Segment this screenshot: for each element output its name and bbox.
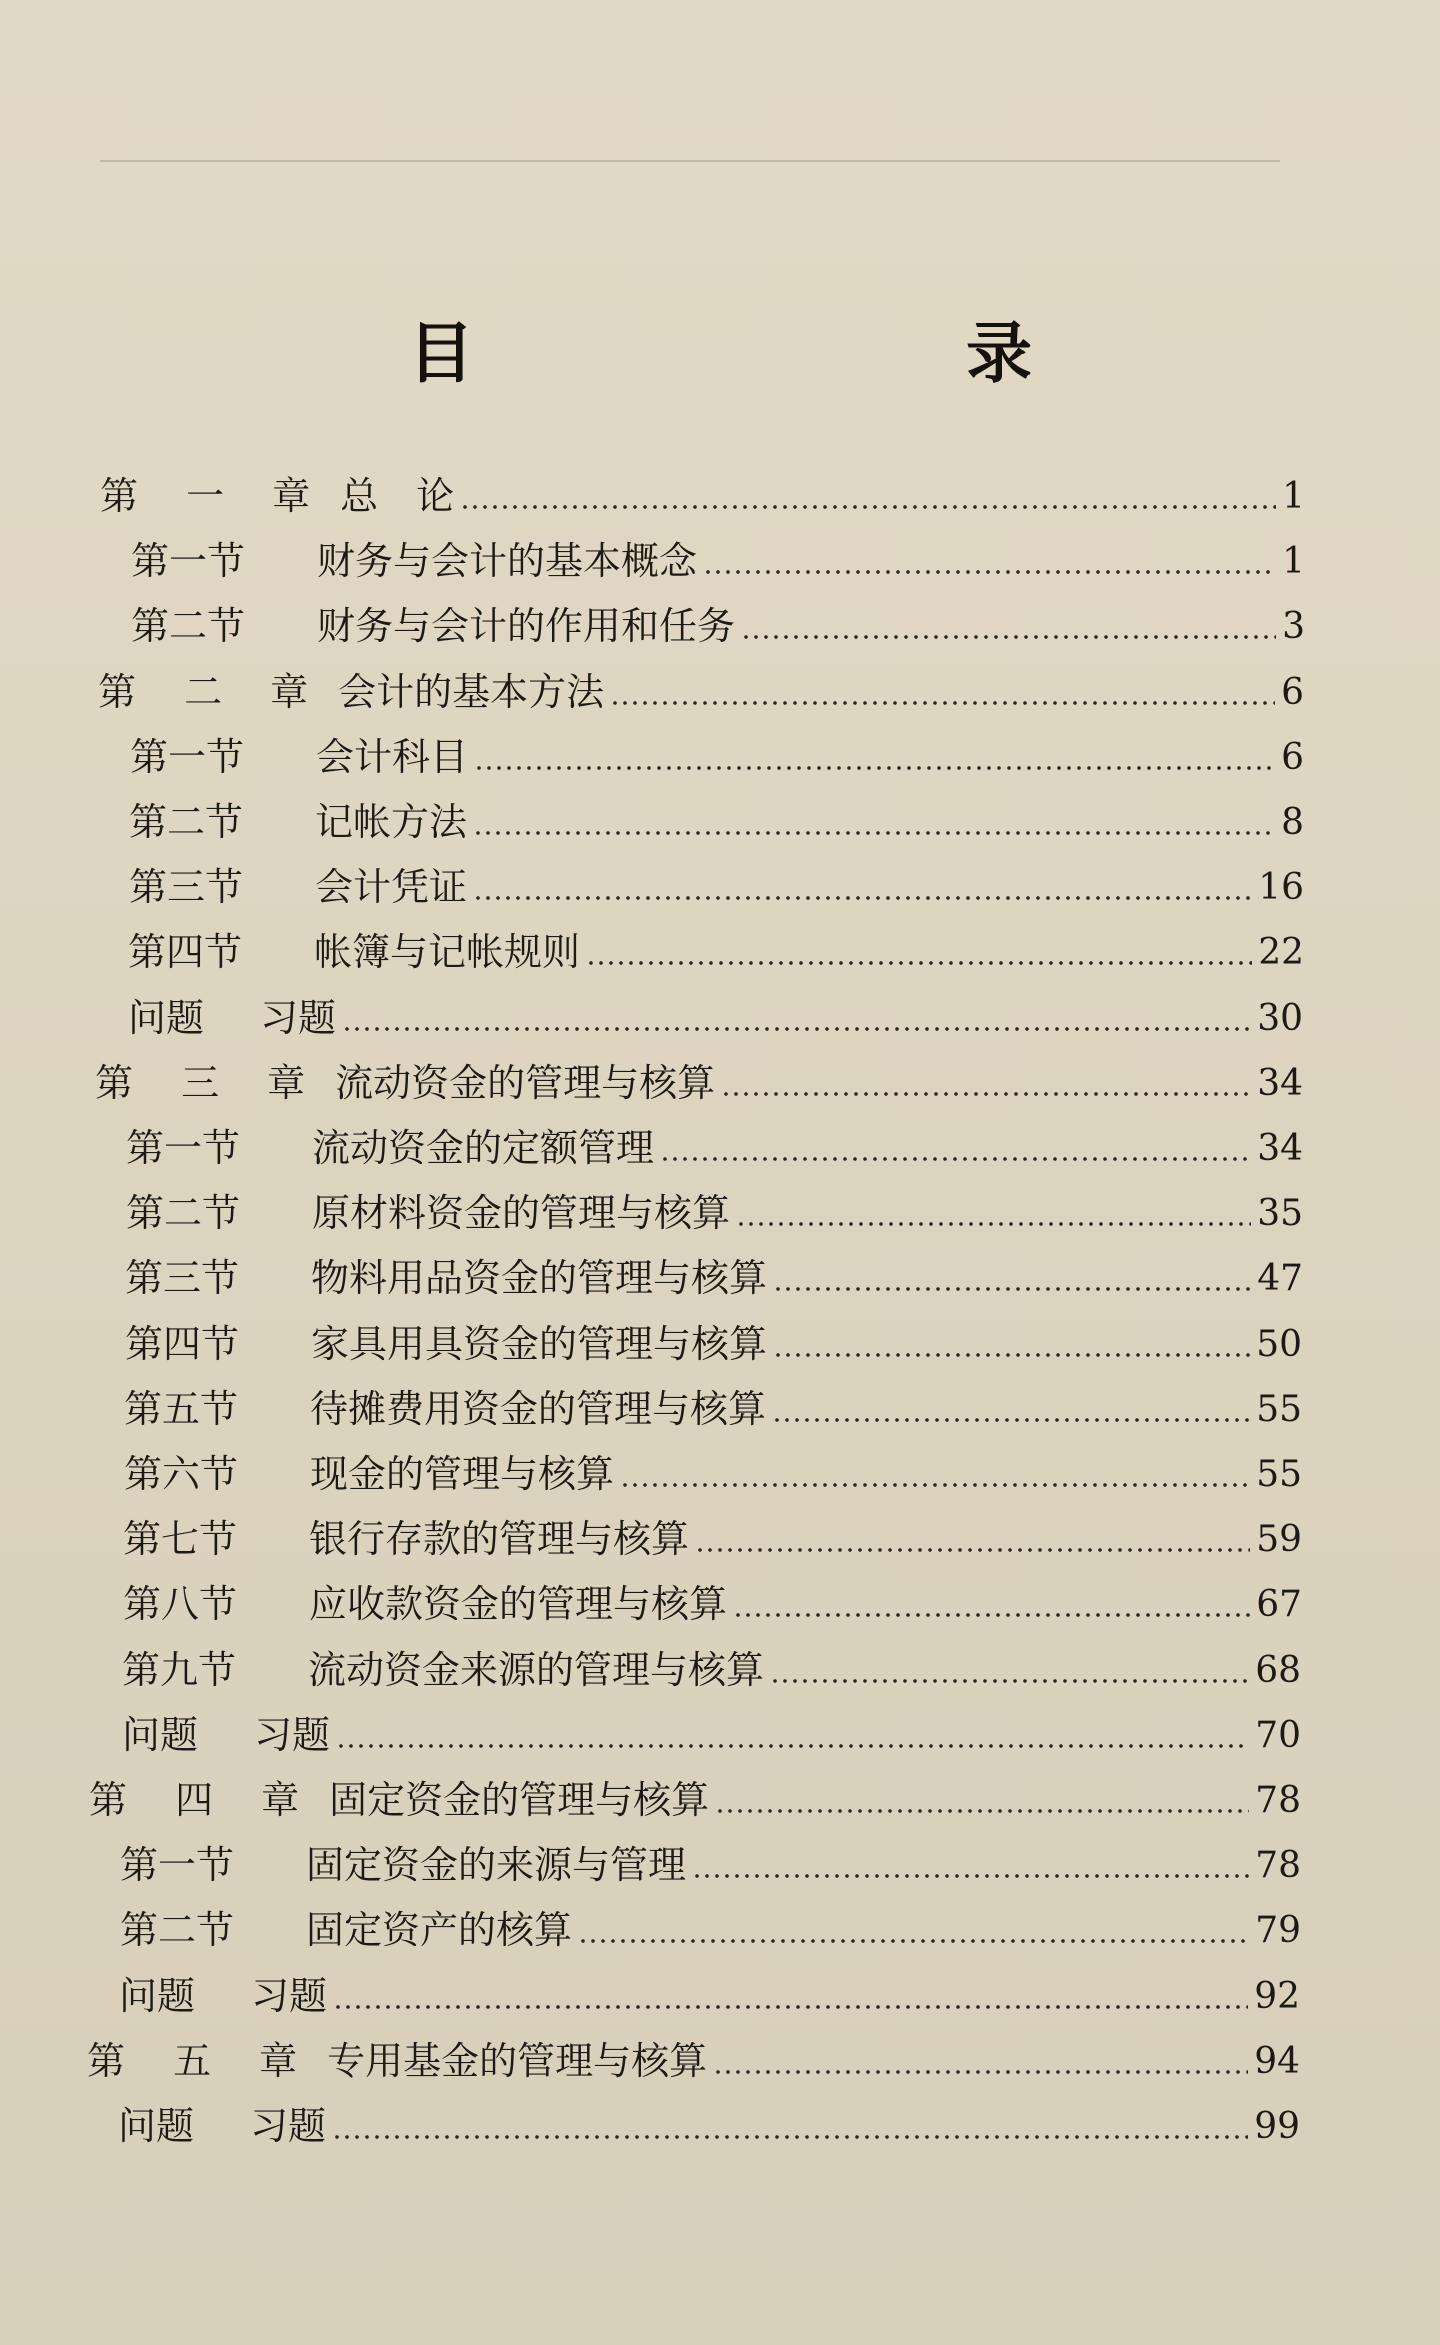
toc-entry-title: 总 论 (340, 474, 455, 518)
toc-entry-title: 习题 (250, 2104, 327, 2148)
toc-entry-page-number: 79 (1255, 1910, 1301, 1952)
toc-entry-label: 第二节 (131, 604, 246, 649)
toc-entry (95, 1042, 1303, 1105)
dot-leader (692, 1874, 1249, 1878)
toc-entry-page-number: 35 (1257, 1193, 1303, 1235)
toc-entry-title: 习题 (260, 995, 337, 1040)
toc-entry (126, 1107, 1303, 1170)
dot-leader (695, 1548, 1250, 1552)
toc-entry-title: 流动资金来源的管理与核算 (308, 1647, 765, 1692)
toc-entry-title: 应收款资金的管理与核算 (309, 1582, 728, 1627)
toc-entry-page-number: 94 (1254, 2040, 1300, 2082)
page-title: 目 录 (408, 314, 1152, 392)
toc-entry-page-number: 50 (1256, 1323, 1302, 1365)
toc-entry (131, 520, 1305, 584)
toc-entry-page-number: 22 (1258, 932, 1304, 974)
dot-leader (332, 2135, 1248, 2139)
toc-entry (100, 455, 1305, 518)
toc-entry-title: 待摊费用资金的管理与核算 (310, 1386, 767, 1431)
toc-entry-page-number: 1 (1282, 541, 1305, 583)
toc-entry-label: 第 三 章 (95, 1060, 324, 1105)
toc-entry-page-number: 47 (1257, 1258, 1303, 1300)
toc-entry-title: 财务与会计的作用和任务 (317, 604, 736, 649)
toc-entry-page-number: 55 (1256, 1454, 1302, 1495)
toc-entry (129, 781, 1304, 844)
dot-leader (733, 1613, 1250, 1617)
dot-leader (713, 2070, 1248, 2074)
toc-entry-label: 第九节 (122, 1647, 237, 1692)
toc-entry-title: 会计科目 (316, 734, 469, 779)
toc-entry-page-number: 59 (1256, 1519, 1302, 1561)
toc-entry (126, 1172, 1303, 1236)
toc-entry (125, 1237, 1303, 1301)
toc-entry-label: 第 一 章 (100, 474, 329, 518)
toc-entry (128, 911, 1304, 975)
dot-leader (586, 961, 1252, 965)
toc-entry (122, 1694, 1301, 1757)
dot-leader (770, 1679, 1249, 1683)
toc-entry-label: 第七节 (123, 1517, 238, 1562)
toc-entry-title: 财务与会计的基本概念 (317, 539, 698, 584)
toc-entry-title: 记帐方法 (315, 800, 468, 844)
dot-leader (741, 635, 1276, 639)
toc-entry-page-number: 16 (1258, 867, 1304, 909)
toc-entry-label: 第 二 章 (98, 669, 327, 714)
toc-entry-page-number: 6 (1281, 736, 1304, 778)
toc-entry-title: 固定资金的管理与核算 (329, 1778, 710, 1822)
toc-entry-page-number: 78 (1255, 1780, 1301, 1821)
dot-leader (620, 1483, 1250, 1487)
dot-leader (721, 1092, 1251, 1096)
toc-entry-label: 第六节 (124, 1452, 239, 1496)
dot-leader (473, 831, 1275, 835)
toc-entry (131, 585, 1305, 649)
toc-entry-label: 问题 (122, 1712, 199, 1757)
dot-leader (578, 1939, 1249, 1943)
toc-entry-label: 第一节 (131, 539, 246, 584)
toc-entry-title: 原材料资金的管理与核算 (312, 1191, 731, 1236)
toc-entry-page-number: 78 (1255, 1845, 1301, 1887)
toc-entry-label: 第八节 (123, 1582, 238, 1627)
toc-entry-label: 问题 (119, 1973, 196, 2018)
toc-entry (98, 651, 1304, 714)
toc-entry-label: 第四节 (128, 930, 243, 975)
toc-entry-label: 第 四 章 (89, 1778, 318, 1822)
bleed-through-rule (100, 160, 1280, 162)
toc-entry-label: 第二节 (129, 800, 244, 844)
toc-entry-title: 专用基金的管理与核算 (327, 2038, 708, 2083)
toc-entry-title: 银行存款的管理与核算 (309, 1517, 690, 1562)
dot-leader (773, 1287, 1251, 1291)
toc-entry-page-number: 68 (1255, 1649, 1301, 1691)
dot-leader (660, 1157, 1251, 1161)
toc-entry-title: 流动资金的定额管理 (312, 1126, 655, 1170)
toc-entry-label: 第四节 (125, 1321, 240, 1366)
dot-leader (715, 1809, 1249, 1813)
dot-leader (460, 505, 1276, 509)
toc-entry-label: 第一节 (120, 1843, 235, 1888)
toc-entry (124, 1368, 1302, 1431)
toc-entry-title: 会计的基本方法 (338, 669, 605, 714)
toc-entry-page-number: 6 (1281, 671, 1304, 713)
toc-entry-page-number: 99 (1254, 2106, 1300, 2147)
toc-entry (89, 1759, 1301, 1822)
toc-entry-title: 帐簿与记帐规则 (314, 930, 581, 975)
toc-entry-title: 现金的管理与核算 (310, 1452, 615, 1496)
toc-entry-label: 第三节 (125, 1256, 240, 1301)
toc-entry-page-number: 34 (1257, 1128, 1303, 1169)
toc-entry-title: 固定资产的核算 (306, 1908, 573, 1953)
toc-entry (122, 1629, 1301, 1692)
toc-entry-label: 第一节 (126, 1126, 241, 1170)
dot-leader (772, 1418, 1250, 1422)
toc-entry-label: 第 五 章 (87, 2038, 316, 2083)
toc-entry-label: 问题 (118, 2104, 195, 2148)
dot-leader (474, 766, 1275, 770)
dot-leader (703, 570, 1276, 574)
toc-entry (87, 2020, 1300, 2083)
toc-entry-page-number: 1 (1282, 476, 1305, 517)
toc-entry-page-number: 70 (1255, 1714, 1301, 1756)
toc-entry (118, 2085, 1300, 2148)
toc-entry-label: 第一节 (130, 734, 245, 779)
toc-entry (120, 1824, 1301, 1888)
dot-leader (333, 2005, 1248, 2009)
toc-entry (123, 1498, 1302, 1562)
toc-entry-label: 第二节 (120, 1908, 235, 1953)
toc-entry-title: 流动资金的管理与核算 (335, 1060, 716, 1105)
toc-entry-page-number: 30 (1257, 997, 1303, 1039)
toc-entry-label: 第三节 (129, 865, 244, 910)
dot-leader (336, 1744, 1249, 1748)
toc-entry-title: 固定资金的来源与管理 (306, 1843, 687, 1888)
toc-entry (119, 1955, 1300, 2018)
dot-leader (473, 896, 1252, 900)
toc-entry-title: 家具用具资金的管理与核算 (311, 1321, 768, 1366)
toc-entry-page-number: 92 (1254, 1975, 1300, 2017)
toc-entry-label: 第五节 (124, 1386, 239, 1431)
dot-leader (773, 1353, 1250, 1357)
toc-entry (125, 1303, 1302, 1366)
toc-entry-label: 问题 (128, 995, 205, 1040)
toc-entry-page-number: 3 (1282, 606, 1305, 648)
toc-entry-page-number: 55 (1256, 1388, 1302, 1430)
dot-leader (342, 1027, 1251, 1031)
bleed-through-header (100, 95, 1280, 165)
toc-entry-label: 第二节 (126, 1191, 241, 1236)
toc-entry (120, 1889, 1301, 1953)
toc-entry-page-number: 34 (1257, 1062, 1303, 1104)
toc-entry-page-number: 67 (1256, 1584, 1302, 1626)
dot-leader (736, 1222, 1251, 1226)
toc-entry-title: 会计凭证 (315, 865, 468, 910)
toc-entry (130, 716, 1304, 779)
toc-entry (124, 1433, 1302, 1496)
toc-entry-page-number: 8 (1281, 802, 1304, 843)
toc-entry (128, 977, 1303, 1040)
toc-entry-title: 习题 (251, 1973, 328, 2018)
toc-entry-title: 物料用品资金的管理与核算 (311, 1256, 768, 1301)
dot-leader (610, 701, 1275, 705)
toc-entry (123, 1563, 1302, 1627)
toc-entry (129, 846, 1304, 910)
toc-entry-title: 习题 (254, 1712, 331, 1757)
